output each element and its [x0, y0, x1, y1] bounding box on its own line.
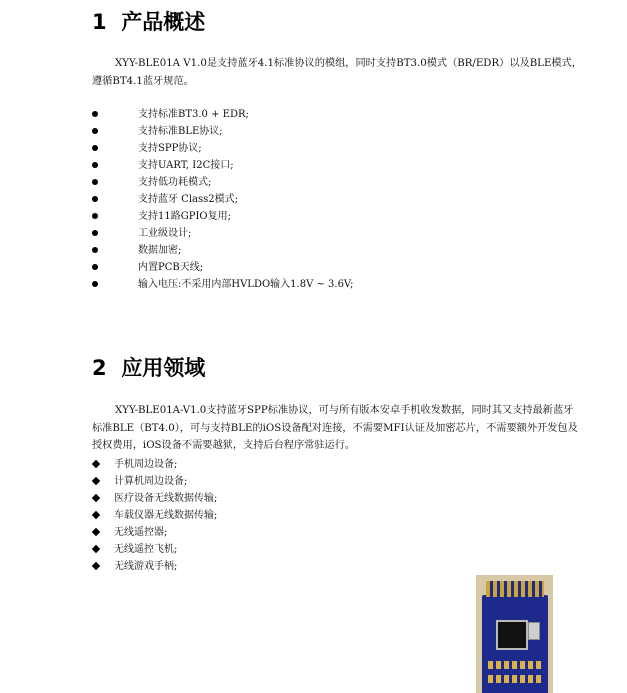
bullet-dot-icon [92, 128, 98, 134]
section-2-heading [92, 352, 205, 382]
crystal [528, 622, 540, 640]
section-1-title: 产品概述 [121, 10, 206, 34]
bullet-dot-icon [92, 111, 98, 117]
solder-pads [488, 661, 542, 669]
bullet-dot-icon [92, 230, 98, 236]
section-2-paragraph: XYY-BLE01A-V1.0支持蓝牙SPP标准协议，可与所有版本安卓手机收发数据，同时其又支持最新蓝牙标准BLE（BT4.0），可与支持BLE的iOS设备配对连接，不需要MFI认证及加密芯片，不需要额外开发包及授权费用，iOS设备不需要越狱，支持后台程序常驻运行。 [92, 405, 578, 451]
bullet-diamond-icon [92, 528, 100, 536]
section-2-title: 应用领域 [121, 356, 206, 380]
bullet-diamond-icon [92, 545, 100, 553]
pcb-antenna [486, 581, 544, 597]
section-1-paragraph: XYY-BLE01A V1.0是支持蓝牙4.1标准协议的模组，同时支持BT3.0模式（BR/EDR）以及BLE模式，遵循BT4.1蓝牙规范。 [92, 58, 582, 87]
bullet-diamond-icon [92, 477, 100, 485]
bullet-dot-icon [92, 196, 98, 202]
bullet-dot-icon [92, 213, 98, 219]
bullet-diamond-icon [92, 460, 100, 468]
solder-pads [488, 675, 542, 683]
section-1-heading [92, 6, 205, 36]
bullet-diamond-icon [92, 511, 100, 519]
bullet-diamond-icon [92, 562, 100, 570]
module-photo [476, 575, 553, 693]
chip [496, 620, 528, 650]
bullet-dot-icon [92, 179, 98, 185]
bullet-dot-icon [92, 162, 98, 168]
section-1-number: 1 [92, 10, 107, 34]
bullet-dot-icon [92, 264, 98, 270]
bullet-dot-icon [92, 247, 98, 253]
bullet-diamond-icon [92, 494, 100, 502]
bullet-dot-icon [92, 281, 98, 287]
section-2-number: 2 [92, 356, 107, 380]
bullet-dot-icon [92, 145, 98, 151]
